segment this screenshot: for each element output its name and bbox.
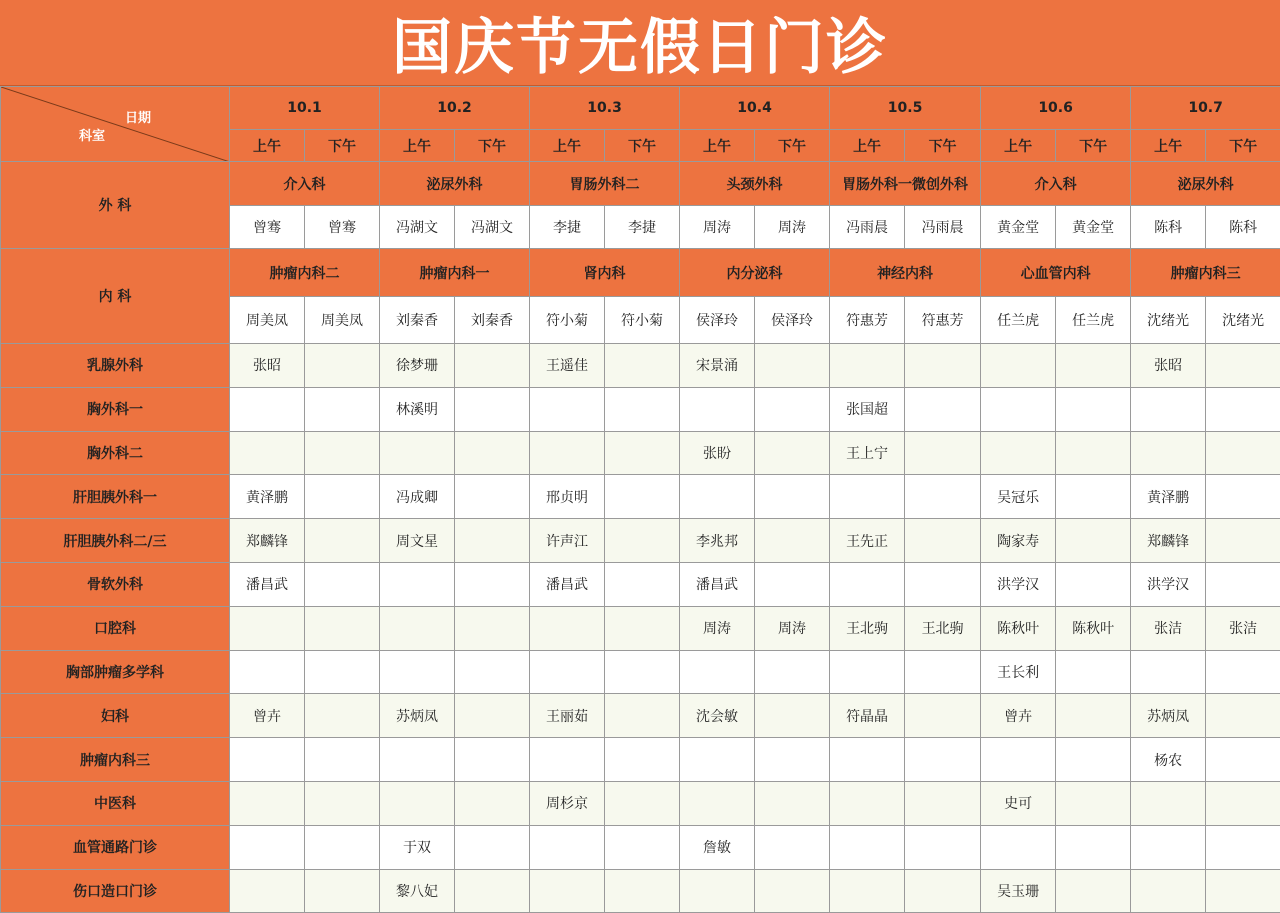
doctor-cell [755, 738, 830, 782]
doctor-cell [1131, 781, 1206, 825]
table-row [1, 606, 1280, 650]
internal-doctor-cell: 沈绪光 [1131, 297, 1206, 344]
row-dept-label: 胸外科二 [1, 431, 230, 475]
doctor-cell [230, 650, 305, 694]
surgery-doctor-cell: 黄金堂 [1056, 206, 1131, 249]
doctor-cell [755, 825, 830, 869]
doctor-cell [305, 694, 380, 738]
doctor-cell [455, 694, 530, 738]
table-row [1, 344, 1280, 388]
table-row [1, 781, 1280, 825]
doctor-cell: 周涛 [755, 606, 830, 650]
doctor-cell [1206, 344, 1280, 388]
half-am-header: 上午 [530, 130, 605, 162]
doctor-cell: 于双 [380, 825, 455, 869]
doctor-cell: 符晶晶 [830, 694, 905, 738]
doctor-cell [680, 650, 755, 694]
doctor-cell: 冯成卿 [380, 475, 455, 519]
doctor-cell: 黄泽鹏 [1131, 475, 1206, 519]
internal-doctor-cell: 符小菊 [605, 297, 680, 344]
doctor-cell: 洪学汉 [1131, 562, 1206, 606]
doctor-cell [981, 431, 1056, 475]
internal-doctor-cell: 侯泽玲 [755, 297, 830, 344]
doctor-cell [230, 387, 305, 431]
surgery-dept-header: 泌尿外科 [1131, 162, 1280, 206]
doctor-cell [530, 738, 605, 782]
table-row [1, 869, 1280, 913]
doctor-cell [905, 825, 981, 869]
doctor-cell [305, 431, 380, 475]
doctor-cell [455, 431, 530, 475]
doctor-cell [755, 475, 830, 519]
table-row [1, 694, 1280, 738]
corner-dept-label: 科室 [79, 125, 105, 144]
doctor-cell: 潘昌武 [230, 562, 305, 606]
doctor-cell [605, 519, 680, 563]
doctor-cell [455, 738, 530, 782]
row-dept-label: 口腔科 [1, 606, 230, 650]
date-header: 10.7 [1131, 87, 1280, 130]
internal-doctor-cell: 符惠芳 [905, 297, 981, 344]
table-row [1, 475, 1280, 519]
doctor-cell [455, 475, 530, 519]
doctor-cell: 周杉京 [530, 781, 605, 825]
doctor-cell [1056, 475, 1131, 519]
doctor-cell: 张国超 [830, 387, 905, 431]
half-am-header: 上午 [1131, 130, 1206, 162]
doctor-cell [905, 475, 981, 519]
surgery-doctor-cell: 李捷 [530, 206, 605, 249]
surgery-dept-header: 介入科 [981, 162, 1131, 206]
doctor-cell [605, 650, 680, 694]
doctor-cell [755, 781, 830, 825]
doctor-cell [830, 344, 905, 388]
doctor-cell [680, 869, 755, 913]
doctor-cell [530, 869, 605, 913]
internal-doctor-cell: 周美凤 [305, 297, 380, 344]
doctor-cell [455, 387, 530, 431]
doctor-cell [1056, 519, 1131, 563]
doctor-cell: 张昭 [230, 344, 305, 388]
internal-dept-header: 神经内科 [830, 249, 981, 297]
doctor-cell [981, 344, 1056, 388]
doctor-cell: 潘昌武 [530, 562, 605, 606]
doctor-cell: 詹敏 [680, 825, 755, 869]
doctor-cell [1206, 387, 1280, 431]
doctor-cell [1131, 387, 1206, 431]
surgery-dept-header: 头颈外科 [680, 162, 830, 206]
doctor-cell: 苏炳凤 [1131, 694, 1206, 738]
internal-doctor-cell: 任兰虎 [981, 297, 1056, 344]
doctor-cell [830, 650, 905, 694]
doctor-cell [1206, 738, 1280, 782]
date-header: 10.3 [530, 87, 680, 130]
surgery-doctor-cell: 曾骞 [305, 206, 380, 249]
page-title: 国庆节无假日门诊 [0, 0, 1280, 86]
row-dept-label: 骨软外科 [1, 562, 230, 606]
doctor-cell [305, 738, 380, 782]
doctor-cell [605, 869, 680, 913]
doctor-cell [680, 781, 755, 825]
doctor-cell [305, 650, 380, 694]
doctor-cell: 吴冠乐 [981, 475, 1056, 519]
half-pm-header: 下午 [905, 130, 981, 162]
doctor-cell: 郑麟锋 [1131, 519, 1206, 563]
half-pm-header: 下午 [755, 130, 830, 162]
doctor-cell [455, 344, 530, 388]
internal-dept-header: 心血管内科 [981, 249, 1131, 297]
half-pm-header: 下午 [455, 130, 530, 162]
row-dept-label: 肝胆胰外科二/三 [1, 519, 230, 563]
table-row [1, 387, 1280, 431]
doctor-cell [1056, 387, 1131, 431]
date-header: 10.1 [230, 87, 380, 130]
doctor-cell [305, 781, 380, 825]
table-row [1, 650, 1280, 694]
table-row [1, 431, 1280, 475]
doctor-cell [380, 562, 455, 606]
doctor-cell [455, 781, 530, 825]
doctor-cell: 王丽茹 [530, 694, 605, 738]
doctor-cell: 周文星 [380, 519, 455, 563]
doctor-cell: 曾卉 [981, 694, 1056, 738]
doctor-cell [605, 738, 680, 782]
doctor-cell: 邢贞明 [530, 475, 605, 519]
half-am-header: 上午 [380, 130, 455, 162]
doctor-cell [380, 738, 455, 782]
doctor-cell: 黄泽鹏 [230, 475, 305, 519]
doctor-cell [755, 344, 830, 388]
internal-doctor-cell: 刘秦香 [380, 297, 455, 344]
row-dept-label: 血管通路门诊 [1, 825, 230, 869]
internal-doctor-cell: 侯泽玲 [680, 297, 755, 344]
doctor-cell [230, 606, 305, 650]
half-am-header: 上午 [830, 130, 905, 162]
doctor-cell [305, 825, 380, 869]
header-corner [1, 87, 230, 162]
doctor-cell: 陶家寿 [981, 519, 1056, 563]
doctor-cell: 张洁 [1206, 606, 1280, 650]
surgery-doctor-cell: 冯湖文 [380, 206, 455, 249]
internal-doctor-cell: 符惠芳 [830, 297, 905, 344]
doctor-cell [605, 344, 680, 388]
row-dept-label: 肿瘤内科三 [1, 738, 230, 782]
doctor-cell [755, 869, 830, 913]
doctor-cell [755, 650, 830, 694]
half-pm-header: 下午 [305, 130, 380, 162]
internal-doctor-cell: 刘秦香 [455, 297, 530, 344]
doctor-cell [1131, 431, 1206, 475]
half-pm-header: 下午 [1206, 130, 1280, 162]
surgery-dept-header: 介入科 [230, 162, 380, 206]
doctor-cell: 黎八妃 [380, 869, 455, 913]
doctor-cell [530, 825, 605, 869]
doctor-cell: 宋景涌 [680, 344, 755, 388]
doctor-cell [455, 519, 530, 563]
doctor-cell [230, 869, 305, 913]
internal-doctor-cell: 符小菊 [530, 297, 605, 344]
doctor-cell: 张洁 [1131, 606, 1206, 650]
doctor-cell [830, 475, 905, 519]
doctor-cell: 王长利 [981, 650, 1056, 694]
doctor-cell: 吴玉珊 [981, 869, 1056, 913]
doctor-cell [1206, 650, 1280, 694]
doctor-cell [905, 694, 981, 738]
doctor-cell [1206, 825, 1280, 869]
internal-dept-header: 内分泌科 [680, 249, 830, 297]
doctor-cell [905, 781, 981, 825]
group-label-surgery: 外 科 [1, 162, 230, 249]
surgery-doctor-cell: 李捷 [605, 206, 680, 249]
internal-doctor-cell: 任兰虎 [1056, 297, 1131, 344]
doctor-cell: 王遥佳 [530, 344, 605, 388]
row-dept-label: 肝胆胰外科一 [1, 475, 230, 519]
date-header: 10.4 [680, 87, 830, 130]
doctor-cell: 徐梦珊 [380, 344, 455, 388]
doctor-cell [305, 475, 380, 519]
doctor-cell [1206, 869, 1280, 913]
internal-dept-header: 肿瘤内科二 [230, 249, 380, 297]
surgery-doctor-cell: 曾骞 [230, 206, 305, 249]
surgery-dept-header: 胃肠外科一微创外科 [830, 162, 981, 206]
doctor-cell [1056, 694, 1131, 738]
doctor-cell [605, 387, 680, 431]
doctor-cell: 曾卉 [230, 694, 305, 738]
doctor-cell: 史可 [981, 781, 1056, 825]
half-am-header: 上午 [680, 130, 755, 162]
doctor-cell [380, 606, 455, 650]
internal-doctor-cell: 沈绪光 [1206, 297, 1280, 344]
doctor-cell [230, 825, 305, 869]
doctor-cell [305, 562, 380, 606]
doctor-cell [830, 869, 905, 913]
doctor-cell [305, 344, 380, 388]
group-label-internal: 内 科 [1, 249, 230, 344]
doctor-cell [905, 869, 981, 913]
doctor-cell: 王上宁 [830, 431, 905, 475]
doctor-cell [305, 606, 380, 650]
internal-dept-header: 肿瘤内科一 [380, 249, 530, 297]
doctor-cell [1056, 869, 1131, 913]
surgery-dept-header: 泌尿外科 [380, 162, 530, 206]
doctor-cell: 沈会敏 [680, 694, 755, 738]
doctor-cell [905, 431, 981, 475]
doctor-cell [605, 606, 680, 650]
doctor-cell [830, 738, 905, 782]
doctor-cell [905, 738, 981, 782]
doctor-cell [680, 387, 755, 431]
doctor-cell [530, 650, 605, 694]
doctor-cell [830, 825, 905, 869]
doctor-cell [905, 344, 981, 388]
doctor-cell [981, 387, 1056, 431]
doctor-cell [905, 519, 981, 563]
doctor-cell [1056, 650, 1131, 694]
doctor-cell [230, 431, 305, 475]
doctor-cell [305, 519, 380, 563]
table-row [1, 825, 1280, 869]
doctor-cell [605, 431, 680, 475]
surgery-doctor-cell: 陈科 [1131, 206, 1206, 249]
doctor-cell [1131, 869, 1206, 913]
table-row [1, 519, 1280, 563]
row-dept-label: 中医科 [1, 781, 230, 825]
doctor-cell [530, 387, 605, 431]
doctor-cell [380, 650, 455, 694]
doctor-cell [1206, 519, 1280, 563]
doctor-cell [905, 562, 981, 606]
internal-doctor-cell: 周美凤 [230, 297, 305, 344]
doctor-cell [605, 694, 680, 738]
doctor-cell [455, 650, 530, 694]
doctor-cell [830, 562, 905, 606]
doctor-cell [455, 562, 530, 606]
doctor-cell [1206, 475, 1280, 519]
doctor-cell [605, 475, 680, 519]
half-am-header: 上午 [230, 130, 305, 162]
row-dept-label: 胸部肿瘤多学科 [1, 650, 230, 694]
schedule-table [0, 86, 1280, 913]
doctor-cell [755, 694, 830, 738]
doctor-cell [380, 781, 455, 825]
doctor-cell: 洪学汉 [981, 562, 1056, 606]
doctor-cell [1056, 562, 1131, 606]
doctor-cell: 杨农 [1131, 738, 1206, 782]
doctor-cell [305, 387, 380, 431]
doctor-cell [1206, 694, 1280, 738]
half-pm-header: 下午 [1056, 130, 1131, 162]
doctor-cell [981, 825, 1056, 869]
surgery-doctor-cell: 冯湖文 [455, 206, 530, 249]
doctor-cell [1056, 825, 1131, 869]
doctor-cell [1131, 825, 1206, 869]
row-dept-label: 胸外科一 [1, 387, 230, 431]
doctor-cell [605, 781, 680, 825]
doctor-cell: 王北驹 [830, 606, 905, 650]
surgery-doctor-cell: 黄金堂 [981, 206, 1056, 249]
doctor-cell: 王先正 [830, 519, 905, 563]
row-dept-label: 乳腺外科 [1, 344, 230, 388]
doctor-cell: 陈秋叶 [1056, 606, 1131, 650]
surgery-doctor-cell: 冯雨晨 [905, 206, 981, 249]
date-header: 10.5 [830, 87, 981, 130]
doctor-cell: 林溪明 [380, 387, 455, 431]
doctor-cell: 张盼 [680, 431, 755, 475]
doctor-cell [1056, 431, 1131, 475]
doctor-cell [680, 475, 755, 519]
doctor-cell [680, 738, 755, 782]
corner-date-label: 日期 [125, 107, 151, 126]
doctor-cell [755, 387, 830, 431]
surgery-dept-header: 胃肠外科二 [530, 162, 680, 206]
corner-diagonal-line [1, 87, 230, 162]
half-am-header: 上午 [981, 130, 1056, 162]
row-dept-label: 妇科 [1, 694, 230, 738]
doctor-cell [1206, 562, 1280, 606]
doctor-cell: 许声江 [530, 519, 605, 563]
table-row [1, 738, 1280, 782]
doctor-cell: 周涛 [680, 606, 755, 650]
doctor-cell [455, 606, 530, 650]
doctor-cell [530, 606, 605, 650]
doctor-cell [305, 869, 380, 913]
doctor-cell [530, 431, 605, 475]
doctor-cell [1056, 781, 1131, 825]
date-header: 10.6 [981, 87, 1131, 130]
doctor-cell [905, 387, 981, 431]
doctor-cell [905, 650, 981, 694]
doctor-cell [755, 519, 830, 563]
doctor-cell: 王北驹 [905, 606, 981, 650]
internal-dept-header: 肾内科 [530, 249, 680, 297]
doctor-cell [455, 825, 530, 869]
surgery-doctor-cell: 周涛 [755, 206, 830, 249]
doctor-cell [1056, 344, 1131, 388]
doctor-cell [755, 562, 830, 606]
doctor-cell [230, 781, 305, 825]
doctor-cell [1206, 781, 1280, 825]
doctor-cell: 郑麟锋 [230, 519, 305, 563]
doctor-cell: 李兆邦 [680, 519, 755, 563]
half-pm-header: 下午 [605, 130, 680, 162]
doctor-cell [455, 869, 530, 913]
row-dept-label: 伤口造口门诊 [1, 869, 230, 913]
table-row [1, 562, 1280, 606]
doctor-cell [1131, 650, 1206, 694]
doctor-cell [755, 431, 830, 475]
internal-dept-header: 肿瘤内科三 [1131, 249, 1280, 297]
doctor-cell [830, 781, 905, 825]
doctor-cell [230, 738, 305, 782]
surgery-doctor-cell: 陈科 [1206, 206, 1280, 249]
date-header: 10.2 [380, 87, 530, 130]
surgery-doctor-cell: 周涛 [680, 206, 755, 249]
doctor-cell [1206, 431, 1280, 475]
doctor-cell [981, 738, 1056, 782]
surgery-doctor-cell: 冯雨晨 [830, 206, 905, 249]
doctor-cell: 张昭 [1131, 344, 1206, 388]
doctor-cell: 潘昌武 [680, 562, 755, 606]
doctor-cell: 苏炳凤 [380, 694, 455, 738]
doctor-cell [1056, 738, 1131, 782]
doctor-cell [380, 431, 455, 475]
doctor-cell [605, 562, 680, 606]
doctor-cell [605, 825, 680, 869]
doctor-cell: 陈秋叶 [981, 606, 1056, 650]
